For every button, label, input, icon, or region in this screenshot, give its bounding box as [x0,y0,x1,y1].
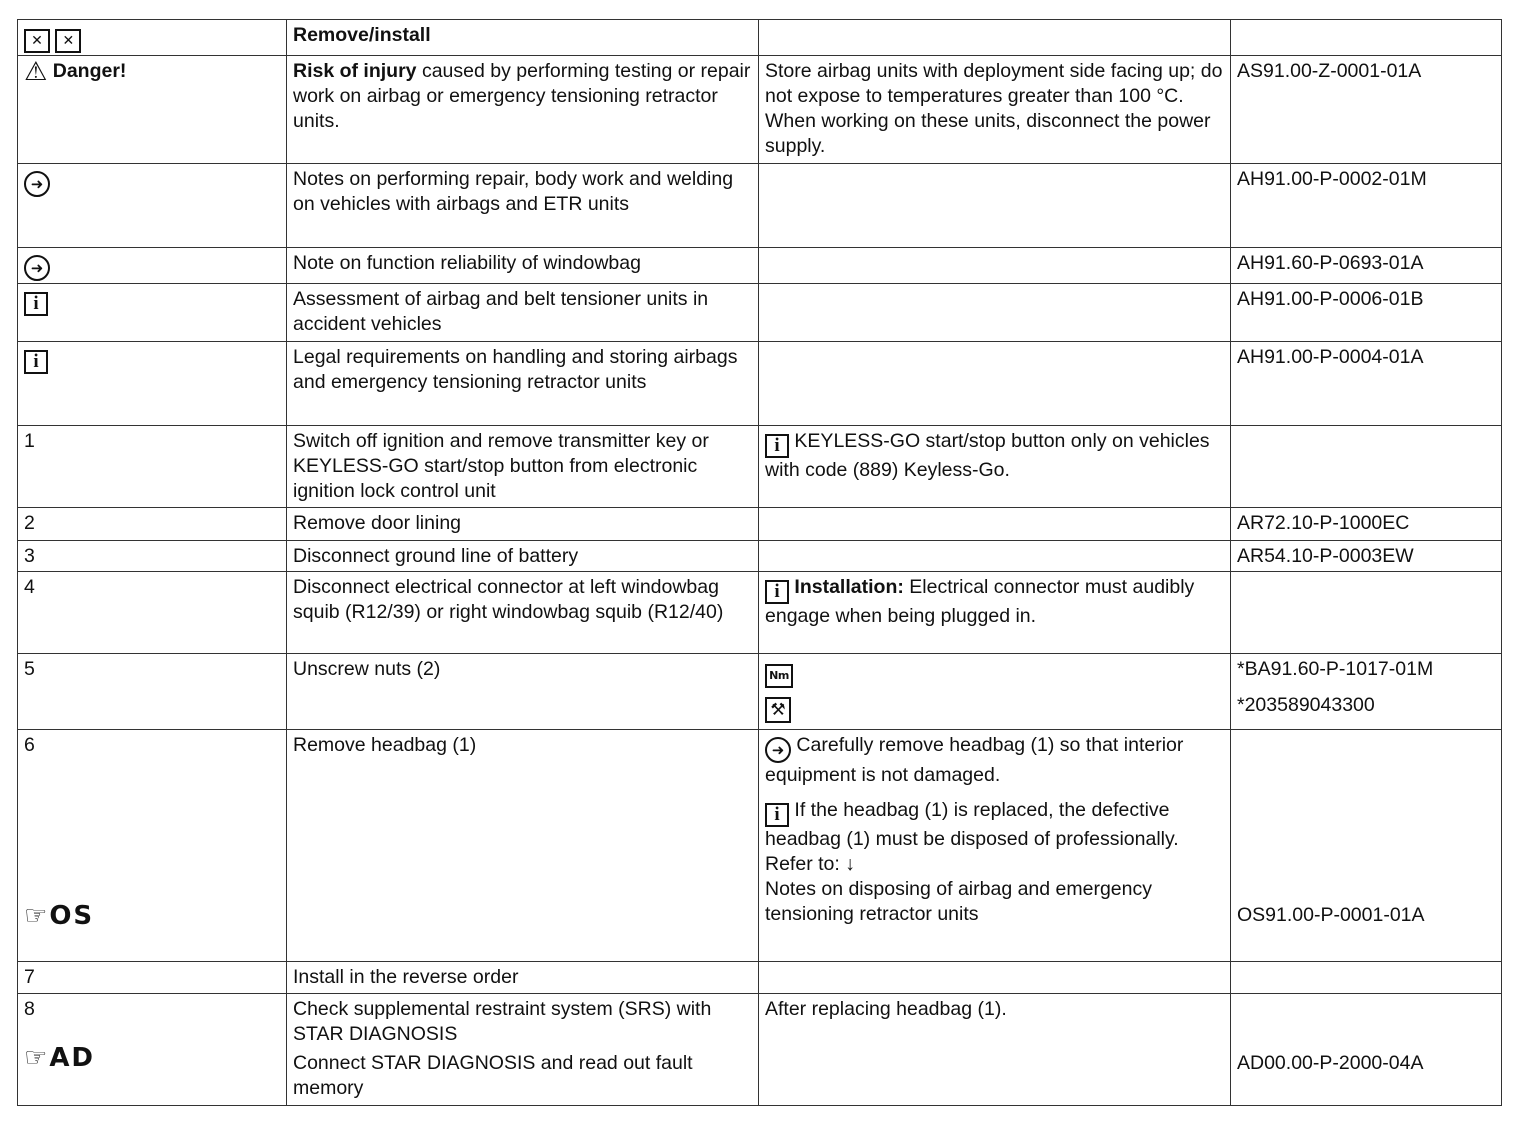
pointing-hand-icon: ☞OS [24,901,95,931]
step-number: 3 [18,541,287,572]
remove-icon: ✕ [24,29,50,53]
step-row [18,994,1502,1106]
step-ref-cell [1231,994,1502,1106]
step-number-cell [18,730,287,962]
circle-arrow-icon: ➜ [24,255,50,281]
note-row [18,342,1502,426]
step-number: 1 [18,426,287,508]
note-text: Assessment of airbag and belt tensioner units in accident vehicles [287,284,759,342]
info-icon: i [24,350,48,374]
note-text: Notes on performing repair, body work and welding on vehicles with airbags and ETR units [287,164,759,248]
os-label: OS [49,901,95,931]
step-note: i Installation: Electrical connector must audibly engage when being plugged in. [759,572,1231,654]
torque-icon: Nm [765,664,793,688]
note-row [18,248,1502,284]
step-text: Remove door lining [287,508,759,541]
note-row [18,164,1502,248]
step-number: 5 [18,654,287,730]
note-ref: AH91.60-P-0693-01A [1231,248,1502,284]
step-text-cell [287,994,759,1106]
danger-row [18,56,1502,164]
danger-ref: AS91.00-Z-0001-01A [1231,56,1502,164]
risk-title: Risk of injury [293,60,417,82]
circle-arrow-icon: ➜ [765,737,791,763]
step-row [18,541,1502,572]
dispose-link[interactable]: Notes on disposing of airbag and emergency tensioning retractor units [765,878,1152,925]
step-note: i KEYLESS-GO start/stop button only on vehicles with code (889) Keyless-Go. [759,426,1231,508]
step-row [18,730,1502,962]
info-icon: i [765,434,789,458]
step-number-cell [18,994,287,1106]
step-ref: OS91.00-P-0001-01A [1237,904,1425,926]
info-icon: i [765,580,789,604]
step-text: Remove headbag (1) [287,730,759,962]
step-ref-cell [1231,730,1502,962]
note-row [18,284,1502,342]
circle-arrow-icon: ➜ [24,171,50,197]
procedure-table [17,19,1502,1106]
info-icon: i [765,803,789,827]
step-note: ➜ Carefully remove headbag (1) so that interior equipment is not damaged. i If the headbag (1) is replaced, the defective headbag (1) must be disposed of professionally. Refer to: ↓ Notes on disposing of airbag and emergency tensioning retractor units [759,730,1231,962]
step-number: 7 [18,962,287,994]
pointing-hand-icon: ☞AD [24,1043,96,1073]
note-ref: AH91.00-P-0006-01B [1231,284,1502,342]
page-title: Remove/install [287,20,759,56]
step-refs [1231,654,1502,730]
info-icon: i [24,292,48,316]
step-row [18,962,1502,994]
step-ref: AD00.00-P-2000-04A [1237,1052,1424,1074]
step-number: 2 [18,508,287,541]
header-icons [18,20,287,56]
note-text: Note on function reliability of windowbag [287,248,759,284]
header-row [18,20,1502,56]
note-text: Legal requirements on handling and storing airbags and emergency tensioning retractor units [287,342,759,426]
step-number: 6 [24,734,35,756]
step-number: 4 [18,572,287,654]
install-icon: ✕ [55,29,81,53]
step-row [18,654,1502,730]
danger-cell [18,56,287,164]
torque-ref: *BA91.60-P-1017-01M [1237,658,1434,680]
step-text: Check supplemental restraint system (SRS) with STAR DIAGNOSIS [293,998,712,1045]
ad-label: AD [49,1043,96,1073]
tool-ref: *203589043300 [1237,694,1375,716]
step-ref: AR54.10-P-0003EW [1231,541,1502,572]
step-text: Disconnect ground line of battery [287,541,759,572]
step-text: Switch off ignition and remove transmitter key or KEYLESS-GO start/stop button from electronic ignition lock control unit [287,426,759,508]
step-number: 8 [24,998,35,1020]
risk-text: caused by performing testing or repair work on airbag or emergency tensioning retractor units. [293,60,751,132]
refer-to-label: Refer to: [765,853,840,875]
step-note: After replacing headbag (1). [759,994,1231,1106]
arrow-down-icon: ↓ [845,853,855,875]
step-ref: AR72.10-P-1000EC [1231,508,1502,541]
warning-triangle-icon: ⚠ [24,57,48,87]
note-ref: AH91.00-P-0004-01A [1231,342,1502,426]
step-note [759,654,1231,730]
tool-icon: ⚒ [765,697,791,723]
step-row [18,508,1502,541]
step-text-2: Connect STAR DIAGNOSIS and read out fault memory [293,1052,693,1099]
step-text: Install in the reverse order [287,962,759,994]
danger-label: Danger! [52,60,127,82]
step-text: Unscrew nuts (2) [287,654,759,730]
step-row [18,572,1502,654]
step-text: Disconnect electrical connector at left windowbag squib (R12/39) or right windowbag squib (R12/40) [287,572,759,654]
note-ref: AH91.00-P-0002-01M [1231,164,1502,248]
danger-note: Store airbag units with deployment side facing up; do not expose to temperatures greater than 100 °C. When working on these units, disconnect the power supply. [759,56,1231,164]
danger-text [287,56,759,164]
step-row [18,426,1502,508]
